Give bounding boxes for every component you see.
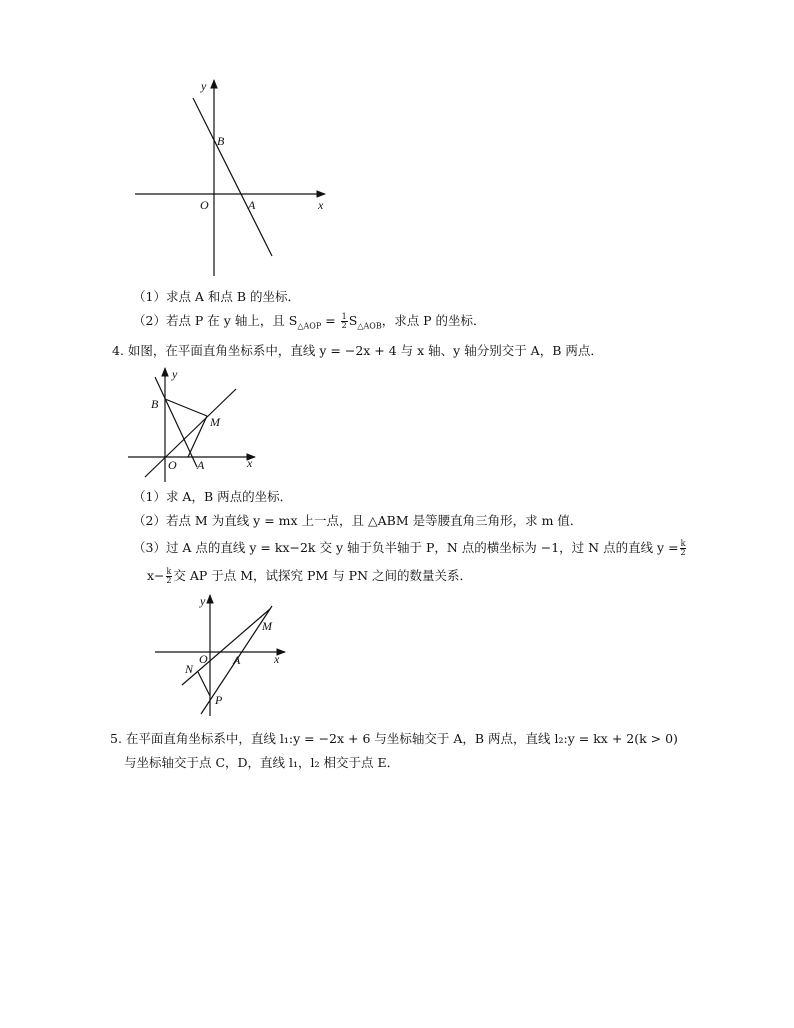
q3-frac-den: 2 bbox=[341, 321, 347, 330]
x-axis-label: x bbox=[318, 198, 324, 212]
q4-frac1-den: 2 bbox=[680, 548, 686, 557]
point-b-label: B bbox=[151, 397, 159, 411]
q4-part2: （2）若点 M 为直线 y = mx 上一点，且 △ABM 是等腰直角三角形，求 m 值． bbox=[133, 513, 583, 528]
point-a-label: A bbox=[233, 653, 241, 667]
origin-label: O bbox=[200, 198, 209, 212]
q5-line2: 与坐标轴交于点 C，D，直线 l₁，l₂ 相交于点 E． bbox=[124, 755, 400, 770]
q3-part1: （1）求点 A 和点 B 的坐标． bbox=[133, 289, 301, 304]
x-axis-label: x bbox=[274, 652, 280, 666]
origin-label: O bbox=[199, 652, 208, 666]
q4-part3-line2-pre: x− bbox=[147, 568, 165, 583]
q3-part2-post: ，求点 P 的坐标． bbox=[381, 313, 486, 328]
origin-label: O bbox=[168, 458, 177, 472]
point-a-label: A bbox=[248, 198, 256, 212]
point-a-label: A bbox=[197, 458, 205, 472]
q3-sub-aop: △AOP bbox=[297, 321, 322, 331]
q3-eq: = bbox=[321, 313, 340, 328]
y-axis-label: y bbox=[201, 79, 207, 93]
point-m-label: M bbox=[210, 415, 220, 429]
y-axis-label: y bbox=[172, 367, 178, 381]
q4-frac1-num: k bbox=[680, 539, 686, 548]
q5-line1: 5. 在平面直角坐标系中，直线 l₁:y = −2x + 6 与坐标轴交于 A，B 两点，直线 l₂:y = kx + 2(k > 0) bbox=[110, 731, 678, 746]
q4-frac2-num: k bbox=[166, 567, 172, 576]
q4-part1: （1）求 A，B 两点的坐标． bbox=[133, 489, 293, 504]
q3-sub-aob: △AOB bbox=[357, 321, 382, 331]
q3-frac-num: 1 bbox=[341, 312, 347, 321]
q4-part3-line2-post: 交 AP 于点 M，试探究 PM 与 PN 之间的数量关系． bbox=[173, 568, 472, 583]
q4-part3-text: （3）过 A 点的直线 y = kx−2k 交 y 轴于负半轴于 P，N 点的横坐标为 −1，过 N 点的直线 y = bbox=[133, 540, 679, 555]
segment-np bbox=[198, 672, 210, 696]
y-axis-label: y bbox=[200, 594, 206, 608]
q3-part2-pre: （2）若点 P 在 y 轴上，且 S bbox=[133, 313, 298, 328]
point-m-label: M bbox=[262, 619, 272, 633]
point-p-label: P bbox=[215, 693, 223, 707]
x-axis-label: x bbox=[247, 456, 253, 470]
point-b-label: B bbox=[217, 134, 225, 148]
q4-frac2-den: 2 bbox=[166, 576, 172, 585]
line-nm bbox=[182, 609, 270, 685]
q4-stem: 4. 如图，在平面直角坐标系中，直线 y = −2x + 4 与 x 轴、y 轴分别交于 A，B 两点． bbox=[112, 343, 603, 358]
point-n-label: N bbox=[185, 662, 194, 676]
q3-s: S bbox=[348, 313, 358, 328]
